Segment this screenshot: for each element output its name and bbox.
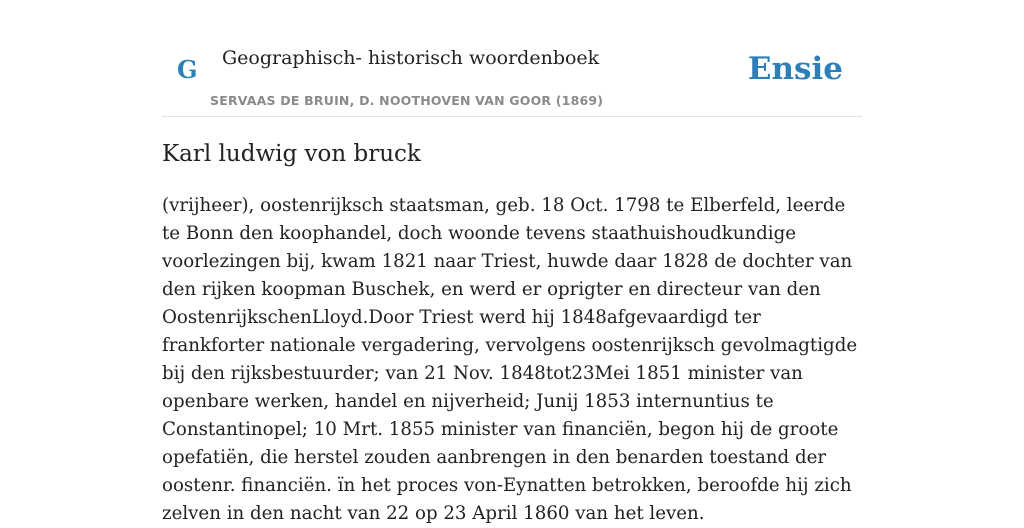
- ensie-logo-link[interactable]: Ensie: [747, 51, 843, 87]
- entry-card: [162, 0, 862, 524]
- entry-body: (vrijheer), oostenrijksch staatsman, geb. 18 Oct. 1798 te Elberfeld, leerde te Bonn den koophandel, doch woonde tevens staathuishoudkundige voorlezingen bij, kwam 1821 naar Triest, huwde daar 1828 de dochter van den rijken koopman Buschek, en werd er oprigter en directeur van den OostenrijkschenLloyd.Door Triest werd hij 1848afgevaardigd ter frankforter nationale vergadering, vervolgens oostenrijksch gevolmagtigde bij den rijksbestuurder; van 21 Nov. 1848tot23Mei 1851 minister van openbare werken, handel en nijverheid; Junij 1853 internuntius te Constantinopel; 10 Mrt. 1855 minister van financiën, begon hij de groote opefatiën, die herstel zouden aanbrengen in den benarden toestand der oostenr. financiën. ïn het proces von-Eynatten betrokken, beroofde hij zich zelven in den nacht van 22 op 23 April 1860 van het leven.: [162, 195, 858, 524]
- source-authors: SERVAAS DE BRUIN, D. NOOTHOVEN VAN GOOR (1869): [210, 93, 604, 108]
- entry-title: Karl ludwig von bruck: [162, 141, 421, 167]
- book-title-link[interactable]: Geographisch- historisch woordenboek: [222, 47, 600, 69]
- source-header: [162, 0, 862, 117]
- source-logo-icon[interactable]: G: [177, 55, 198, 84]
